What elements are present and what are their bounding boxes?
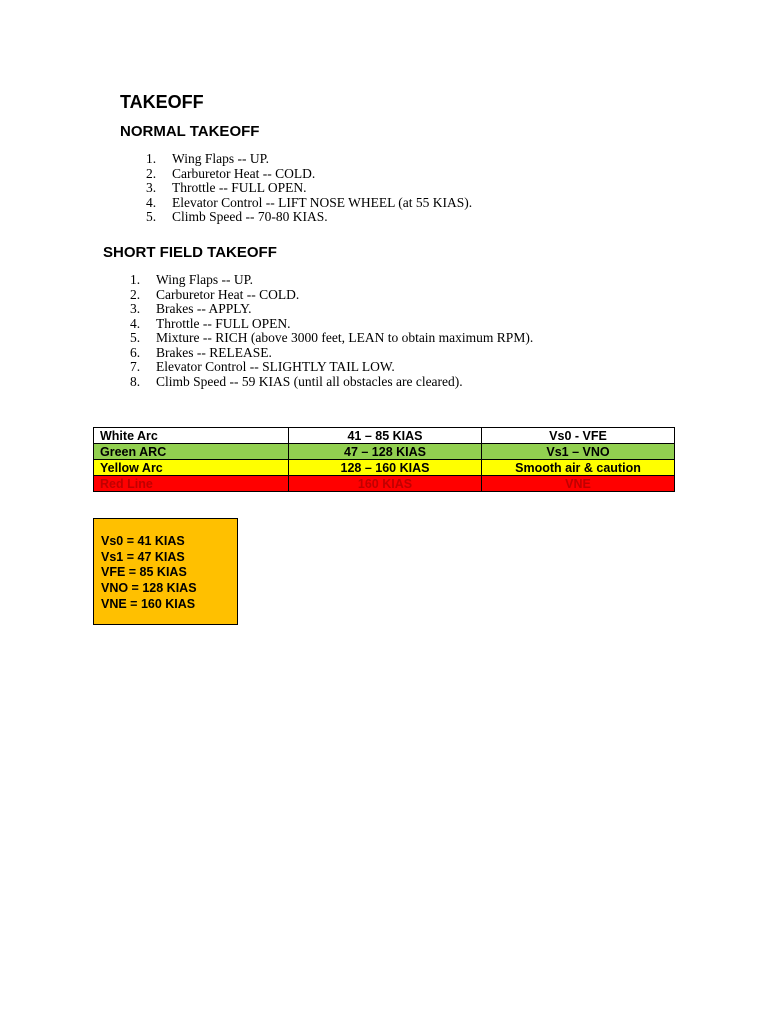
- arc-cell: White Arc: [94, 428, 289, 444]
- range-cell: 41 – 85 KIAS: [289, 428, 482, 444]
- vspeed-summary-box: [93, 518, 238, 625]
- table-row: [94, 476, 675, 492]
- step-number: 3.: [146, 180, 157, 195]
- range-cell: 128 – 160 KIAS: [289, 460, 482, 476]
- step-text: Throttle -- FULL OPEN.: [172, 180, 307, 195]
- list-item: [130, 273, 533, 288]
- step-number: 8.: [130, 373, 141, 389]
- step-number: 2.: [130, 286, 141, 302]
- step-text: Brakes -- RELEASE.: [156, 344, 272, 360]
- vspeed-line: Vs1 = 47 KIAS: [101, 549, 185, 564]
- list-item: [146, 152, 472, 167]
- arc-cell: Green ARC: [94, 444, 289, 460]
- step-text: Wing Flaps -- UP.: [172, 151, 269, 166]
- step-text: Carburetor Heat -- COLD.: [172, 165, 316, 181]
- arc-cell: Red Line: [94, 476, 289, 492]
- page-title: TAKEOFF: [120, 92, 204, 112]
- vspeed-line: VFE = 85 KIAS: [101, 565, 187, 580]
- step-number: 2.: [146, 165, 157, 181]
- short-field-takeoff-steps: [130, 273, 533, 389]
- step-text: Throttle -- FULL OPEN.: [156, 315, 291, 331]
- airspeed-table: [93, 427, 675, 492]
- list-item: [130, 375, 533, 390]
- step-text: Climb Speed -- 70-80 KIAS.: [172, 209, 328, 224]
- vspeed-ref-cell: Vs1 – VNO: [482, 444, 675, 460]
- vspeed-ref-cell: Smooth air & caution: [482, 460, 675, 476]
- step-text: Elevator Control -- SLIGHTLY TAIL LOW.: [156, 359, 395, 374]
- list-item: [130, 360, 533, 375]
- step-number: 6.: [130, 344, 141, 360]
- list-item: [146, 210, 472, 225]
- step-number: 3.: [130, 301, 141, 316]
- table-row: [94, 444, 675, 460]
- list-item: [146, 196, 472, 211]
- normal-takeoff-heading: NORMAL TAKEOFF: [120, 123, 260, 140]
- step-number: 4.: [130, 315, 141, 331]
- step-text: Elevator Control -- LIFT NOSE WHEEL (at 55 KIAS).: [172, 194, 473, 210]
- step-number: 1.: [130, 272, 141, 287]
- list-item: [130, 288, 533, 303]
- step-text: Brakes -- APPLY.: [156, 301, 252, 316]
- step-text: Mixture -- RICH (above 3000 feet, LEAN to obtain maximum RPM).: [156, 330, 534, 345]
- step-number: 5.: [130, 330, 141, 345]
- step-number: 4.: [146, 194, 157, 210]
- table-row: [94, 460, 675, 476]
- step-text: Wing Flaps -- UP.: [156, 272, 253, 287]
- range-cell: 160 KIAS: [289, 476, 482, 492]
- range-cell: 47 – 128 KIAS: [289, 444, 482, 460]
- step-number: 1.: [146, 151, 157, 166]
- table-row: [94, 428, 675, 444]
- vspeed-line: Vs0 = 41 KIAS: [101, 534, 185, 548]
- step-text: Climb Speed -- 59 KIAS (until all obstacles are cleared).: [156, 373, 463, 389]
- list-item: [146, 167, 472, 182]
- vspeed-ref-cell: VNE: [482, 476, 675, 492]
- vspeed-ref-cell: Vs0 - VFE: [482, 428, 675, 444]
- list-item: [130, 302, 533, 317]
- step-text: Carburetor Heat -- COLD.: [156, 286, 300, 302]
- step-number: 7.: [130, 359, 141, 374]
- short-field-takeoff-heading: SHORT FIELD TAKEOFF: [103, 244, 277, 261]
- list-item: [130, 346, 533, 361]
- list-item: [130, 317, 533, 332]
- step-number: 5.: [146, 209, 157, 224]
- vspeed-line: VNO = 128 KIAS: [101, 581, 197, 596]
- arc-cell: Yellow Arc: [94, 460, 289, 476]
- normal-takeoff-steps: [146, 152, 472, 225]
- list-item: [146, 181, 472, 196]
- list-item: [130, 331, 533, 346]
- vspeed-line: VNE = 160 KIAS: [101, 596, 196, 611]
